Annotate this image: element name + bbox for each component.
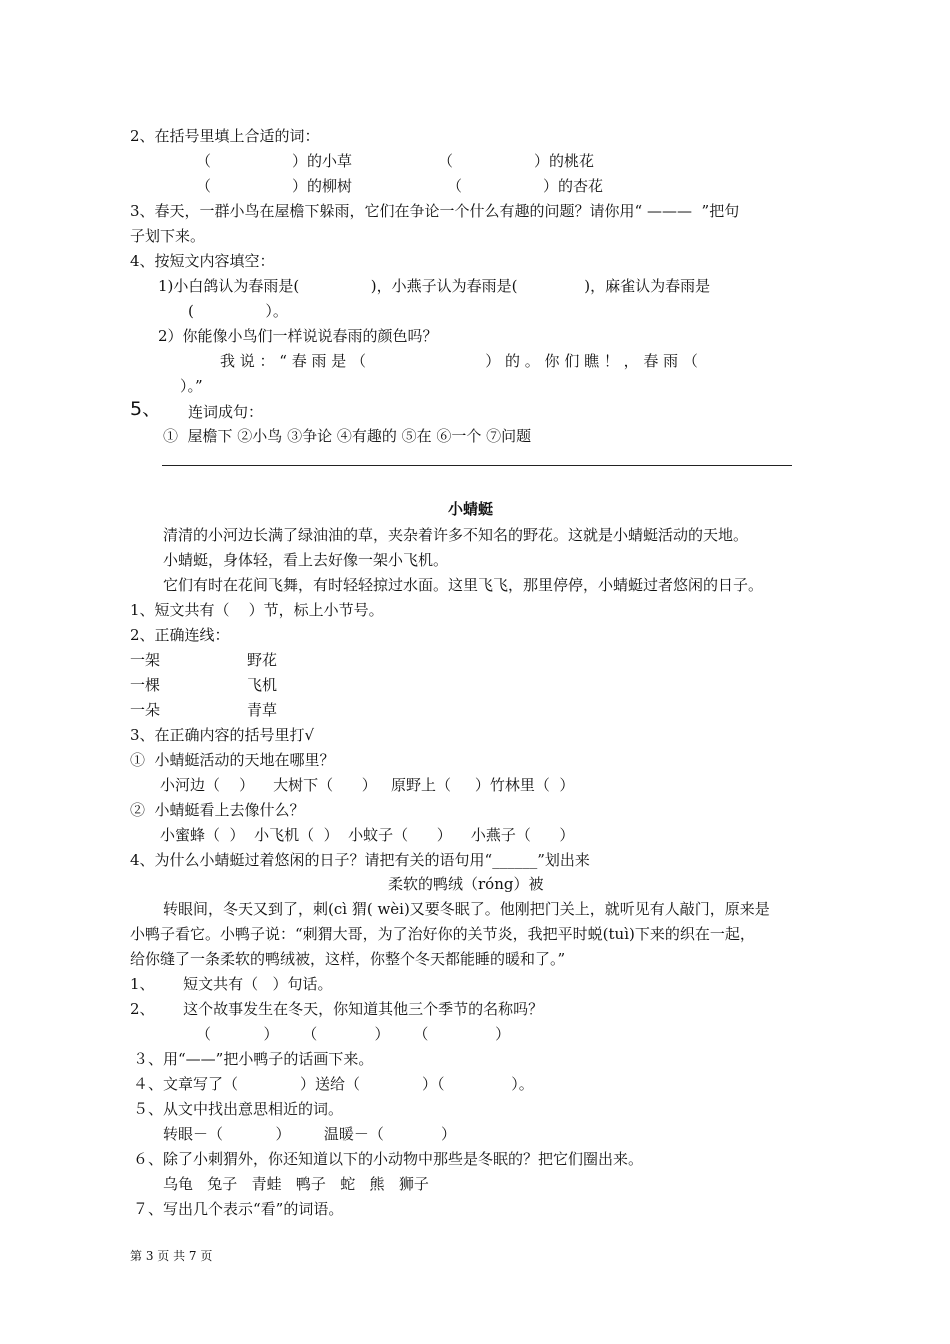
animal-list: 乌龟 兔子 青蛙 鸭子 蛇 熊 狮子	[163, 1175, 429, 1193]
match-left-item: 一棵	[130, 676, 161, 694]
question-2: 2、正确连线：	[130, 626, 230, 644]
story-title-duvet: 柔软的鸭绒（róng）被	[388, 875, 544, 893]
question-6: ６、除了小刺猬外，你还知道以下的小动物中那些是冬眠的？把它们圈出来。	[133, 1150, 644, 1168]
match-left-item: 一架	[130, 651, 161, 669]
paragraph-line-3: 给你缝了一条柔软的鸭绒被，这样，你整个冬天都能睡的暖和了。”	[130, 950, 566, 968]
question-3-1-options: 小河边（ ） 大树下（ ） 原野上（ ）竹林里（ ）	[160, 776, 575, 794]
question-1: 1、 短文共有（ ）句话。	[130, 975, 333, 993]
question-4: 4、为什么小蜻蜓过着悠闲的日子？请把有关的语句用“______”划出来	[130, 851, 590, 869]
synonym-pairs: 转眼－（ ） 温暖－（ ）	[163, 1125, 457, 1143]
question-5-words: ① 屋檐下 ②小鸟 ③争论 ④有趣的 ⑤在 ⑥一个 ⑦问题	[163, 427, 532, 445]
question-4-1-line-2: ( ）。	[188, 302, 288, 320]
answer-line	[162, 465, 792, 466]
question-7: ７、写出几个表示“看”的词语。	[133, 1200, 344, 1218]
match-right-item: 青草	[247, 701, 278, 719]
question-3: ３、用“——”把小鸭子的话画下来。	[133, 1050, 374, 1068]
blank-willow: （ ）的柳树	[196, 177, 353, 195]
question-3-1: ① 小蜻蜓活动的天地在哪里？	[130, 751, 335, 769]
paragraph-1: 清清的小河边长满了绿油油的草，夹杂着许多不知名的野花。这就是小蜻蜓活动的天地。	[163, 526, 749, 544]
season-blanks: （ ） （ ） （ ）	[196, 1025, 511, 1043]
question-2-fill-words: 2、在括号里填上合适的词：	[130, 127, 320, 145]
question-3-2-options: 小蜜蜂（ ） 小飞机（ ） 小蚊子（ ） 小燕子（ ）	[160, 826, 575, 844]
question-4: ４、文章写了（ ）送给（ ）（ ）。	[133, 1075, 534, 1093]
question-2: 2、 这个故事发生在冬天，你知道其他三个季节的名称吗？	[130, 1000, 544, 1018]
match-left-item: 一朵	[130, 701, 161, 719]
question-4-2-answer-line-1: 我 说 ： “ 春 雨 是 （ ） 的 。 你 们 瞧 ！ ， 春 雨 （	[220, 352, 698, 370]
question-5: ５、从文中找出意思相近的词。	[133, 1100, 344, 1118]
match-right-item: 野花	[247, 651, 278, 669]
blank-peach-blossom: （ ）的桃花	[438, 152, 595, 170]
blank-grass: （ ）的小草	[196, 152, 353, 170]
paragraph-2: 小蜻蜓，身体轻，看上去好像一架小飞机。	[163, 551, 449, 569]
question-3-2: ② 小蜻蜓看上去像什么？	[130, 801, 305, 819]
question-3-line-1: 3、春天，一群小鸟在屋檐下躲雨，它们在争论一个什么有趣的问题？请你用“ ——— ”把句	[130, 202, 740, 220]
paragraph-3: 它们有时在花间飞舞，有时轻轻掠过水面。这里飞飞，那里停停，小蜻蜓过者悠闲的日子。	[163, 576, 764, 594]
question-4-2: 2）你能像小鸟们一样说说春雨的颜色吗？	[158, 327, 438, 345]
question-3: 3、在正确内容的括号里打√	[130, 726, 315, 744]
question-4-2-answer-line-2: ）。”	[180, 377, 203, 395]
paragraph-line-2: 小鸭子看它。小鸭子说：“刺猬大哥，为了治好你的关节炎，我把平时蜕(tuì)下来的织在一起，	[130, 925, 755, 943]
blank-apricot-blossom: （ ）的杏花	[447, 177, 604, 195]
story-title-dragonfly: 小蜻蜓	[448, 500, 494, 518]
question-5-number: 5、	[130, 398, 162, 420]
match-right-item: 飞机	[247, 676, 278, 694]
paragraph-line-1: 转眼间，冬天又到了，刺(cì 猬( wèi)又要冬眠了。他刚把门关上，就听见有人敲门，原来是	[163, 900, 770, 918]
question-3-line-2: 子划下来。	[130, 227, 206, 245]
question-1: 1、短文共有（ ）节，标上小节号。	[130, 601, 384, 619]
question-5-label: 连词成句：	[188, 403, 264, 421]
question-4-1-line-1: 1)小白鸽认为春雨是( )，小燕子认为春雨是( )，麻雀认为春雨是	[158, 277, 711, 295]
question-4-heading: 4、按短文内容填空：	[130, 252, 275, 270]
page-footer: 第 3 页 共 7 页	[130, 1249, 213, 1263]
